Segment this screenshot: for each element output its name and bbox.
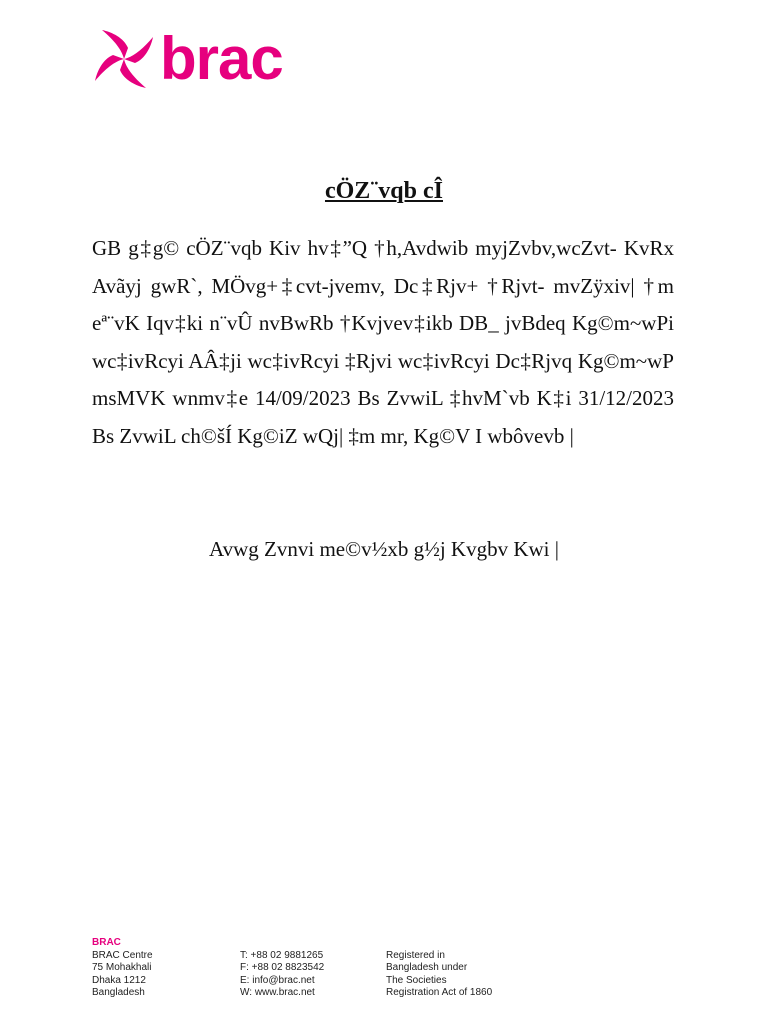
document-title: cÖZ¨vqb cÎ: [324, 178, 443, 204]
pinwheel-petal: [124, 37, 153, 63]
footer-org-name: BRAC: [92, 937, 121, 948]
closing-line: Avwg Zvnvi me©v½xb g½j Kvgbv Kwi |: [209, 537, 559, 561]
footer-phone: T: +88 02 9881265: [240, 949, 324, 961]
footer-email: E: info@brac.net: [240, 974, 315, 986]
brac-logo: [92, 24, 283, 94]
brac-wordmark: brac: [160, 25, 283, 92]
footer-website: W: www.brac.net: [240, 987, 315, 998]
footer-address-line: Bangladesh: [92, 987, 145, 998]
pinwheel-petal: [95, 55, 124, 81]
footer-address: [92, 937, 153, 1000]
brac-pinwheel-icon: [92, 26, 156, 92]
footer-address-line: BRAC Centre: [92, 949, 153, 961]
pinwheel-petal: [120, 59, 146, 88]
footer-fax: F: +88 02 8823542: [240, 962, 325, 973]
certificate-body: GB g‡g© cÖZ¨vqb Kiv hv‡”Q †h,Avdwib myjZvbv,wcZvt- KvRx Avãyj gwR`, MÖvg+‡cvt-jvemv, Dc‡Rjv+ †Rjvt- mvZÿxiv| †m eª¨vK Iqv‡ki n¨vÛ nvBwRb †Kvjvev‡ikb DB_ jvBdeq Kg©m~wPi wc‡ivRcyi AÂ‡ji wc‡ivRcyi ‡Rjvi wc‡ivRcyi Dc‡Rjvq Kg©m~wP msMVK wnmv‡e 14/09/2023 Bs ZvwiL ‡hvM`vb K‡i 31/12/2023 Bs ZvwiL ch©šÍ Kg©iZ wQj| ‡m mr, Kg©V I wbôvevb |: [92, 236, 674, 448]
footer-address-line: 75 Mohakhali: [92, 962, 152, 973]
footer-registration: [386, 950, 492, 1000]
footer-contact: [240, 950, 324, 1000]
footer-registration-line: The Societies: [386, 974, 447, 986]
footer-registration-line: Registered in: [386, 949, 445, 961]
pinwheel-petal: [102, 30, 128, 59]
footer-address-line: Dhaka 1212: [92, 974, 146, 986]
footer-registration-line: Registration Act of 1860: [386, 987, 493, 998]
footer-registration-line: Bangladesh under: [386, 962, 468, 973]
